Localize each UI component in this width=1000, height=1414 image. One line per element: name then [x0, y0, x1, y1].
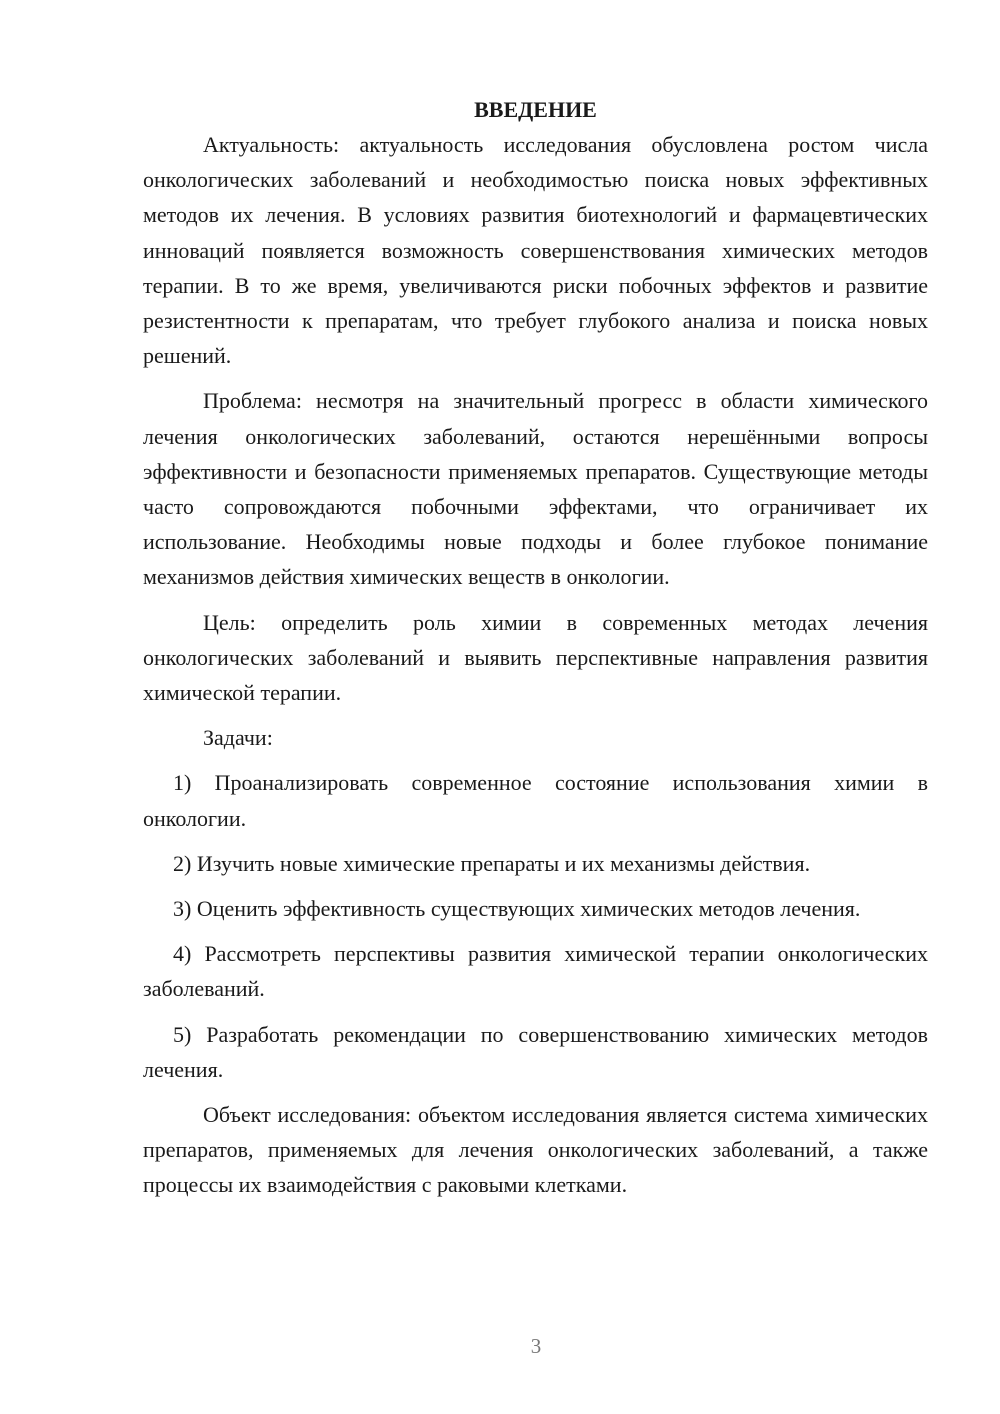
task-item: 5) Разработать рекомендации по совершенствованию химических методов лечения. — [143, 1021, 928, 1082]
tasks-label: Задачи: — [203, 725, 273, 751]
task-item: 2) Изучить новые химические препараты и их механизмы действия. — [173, 850, 811, 876]
object-paragraph: Объект исследования: объектом исследования является система химических препаратов, применяемых для лечения онкологических заболеваний, а также процессы их взаимодействия с раковыми клетками. — [143, 1102, 928, 1198]
page-number: 3 — [530, 1334, 542, 1358]
section-title: ВВЕДЕНИЕ — [474, 97, 597, 122]
task-item: 3) Оценить эффективность существующих химических методов лечения. — [173, 896, 861, 922]
document-page — [143, 92, 928, 1203]
relevance-paragraph: Актуальность: актуальность исследования обусловлена ростом числа онкологических заболеваний и необходимостью поиска новых эффективных методов их лечения. В условиях развития биотехнологий и фармацевтических инноваций появляется возможность совершенствования химических методов терапии. В то же время, увеличиваются риски побочных эффектов и развитие резистентности к препаратам, что требует глубокого анализа и поиска новых решений. — [143, 132, 928, 369]
goal-paragraph: Цель: определить роль химии в современных методах лечения онкологических заболеваний и выявить перспективные направления развития химической терапии. — [143, 609, 928, 706]
problem-paragraph: Проблема: несмотря на значительный прогресс в области химического лечения онкологических заболеваний, остаются нерешёнными вопросы эффективности и безопасности применяемых препаратов. Существующие методы часто сопровождаются побочными эффектами, что ограничивает их использование. Необходимы новые подходы и более глубокое понимание механизмов действия химических веществ в онкологии. — [143, 388, 928, 590]
task-item: 4) Рассмотреть перспективы развития химической терапии онкологических заболеваний. — [143, 941, 928, 1002]
task-item: 1) Проанализировать современное состояние использования химии в онкологии. — [143, 770, 928, 831]
